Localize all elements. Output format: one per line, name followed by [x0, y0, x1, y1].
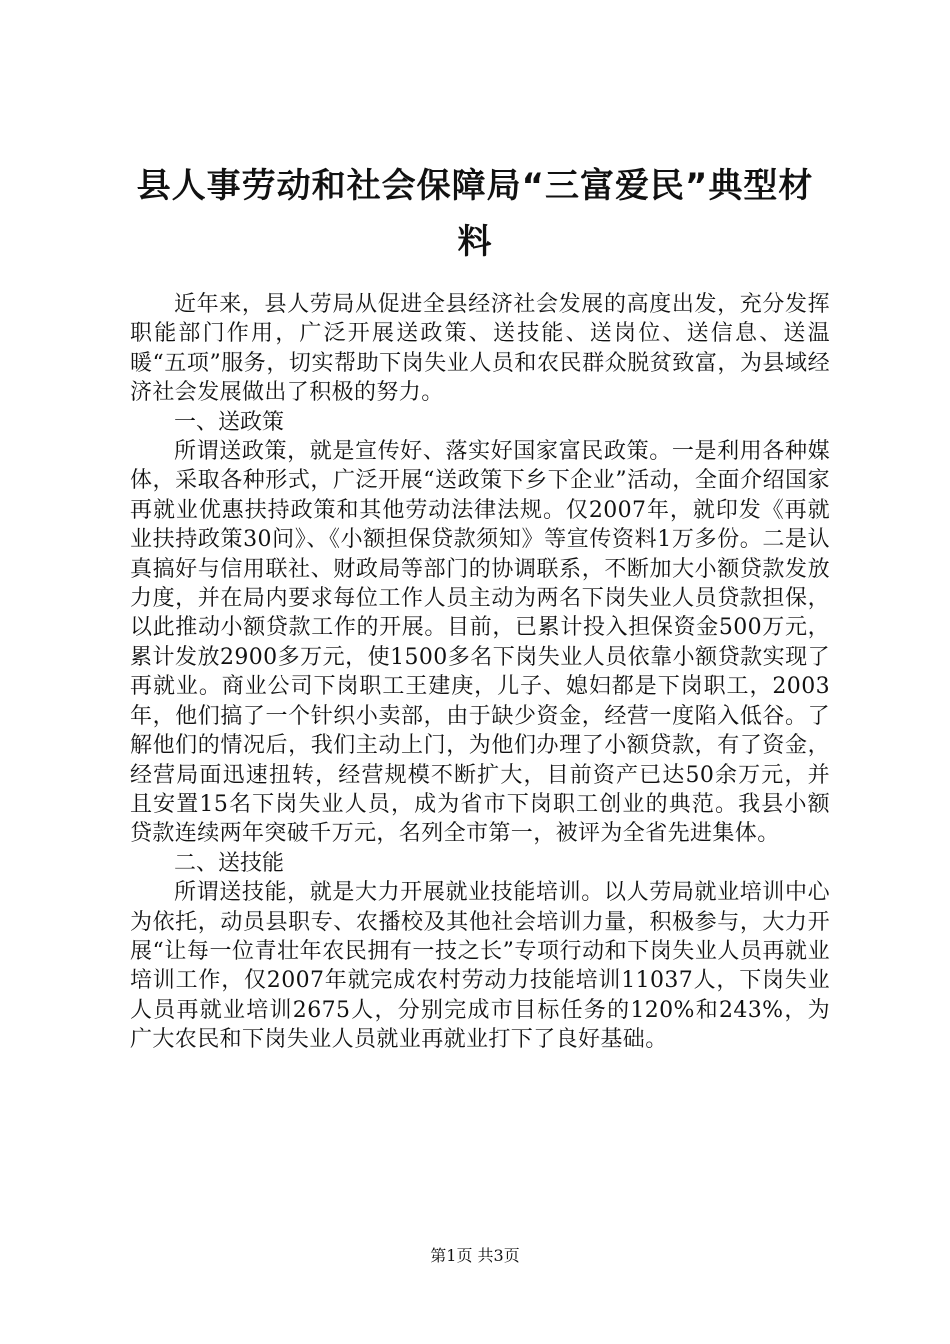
section-paragraph-policy: 所谓送政策，就是宣传好、落实好国家富民政策。一是利用各种媒体，采取各种形式，广泛开展“送政策下乡下企业”活动，全面介绍国家再就业优惠扶持政策和其他劳动法律法规。仅2007年，就印发《再就业扶持政策30问》、《小额担保贷款须知》等宣传资料1万多份。二是认真搞好与信用联社、财政局等部门的协调联系，不断加大小额贷款发放力度，并在局内要求每位工作人员主动为两名下岗失业人员贷款担保，以此推动小额贷款工作的开展。目前，已累计投入担保资金500万元，累计发放2900多万元，使1500多名下岗失业人员依靠小额贷款实现了再就业。商业公司下岗职工王建庚，儿子、媳妇都是下岗职工，2003年，他们搞了一个针织小卖部，由于缺少资金，经营一度陷入低谷。了解他们的情况后，我们主动上门，为他们办理了小额贷款，有了资金，经营局面迅速扭转，经营规模不断扩大，目前资产已达50余万元，并且安置15名下岗失业人员，成为省市下岗职工创业的典范。我县小额贷款连续两年突破千万元，名列全市第一，被评为全省先进集体。	[130, 439, 830, 847]
document-body	[130, 290, 830, 1055]
section-paragraph-skills: 所谓送技能，就是大力开展就业技能培训。以人劳局就业培训中心为依托，动员县职专、农播校及其他社会培训力量，积极参与，大力开展“让每一位青壮年农民拥有一技之长”专项行动和下岗失业人员再就业培训工作，仅2007年就完成农村劳动力技能培训11037人，下岗失业人员再就业培训2675人，分别完成市目标任务的120%和243%，为广大农民和下岗失业人员就业再就业打下了良好基础。	[130, 880, 830, 1053]
page-number-footer: 第1页 共3页	[430, 1246, 520, 1265]
intro-paragraph: 近年来，县人劳局从促进全县经济社会发展的高度出发，充分发挥职能部门作用，广泛开展送政策、送技能、送岗位、送信息、送温暖“五项”服务，切实帮助下岗失业人员和农民群众脱贫致富，为县域经济社会发展做出了积极的努力。	[130, 292, 830, 406]
section-heading-skills: 二、送技能	[174, 850, 285, 876]
section-heading-policy: 一、送政策	[174, 409, 285, 435]
document-title: 县人事劳动和社会保障局“三富爱民”典型材料	[136, 166, 814, 262]
